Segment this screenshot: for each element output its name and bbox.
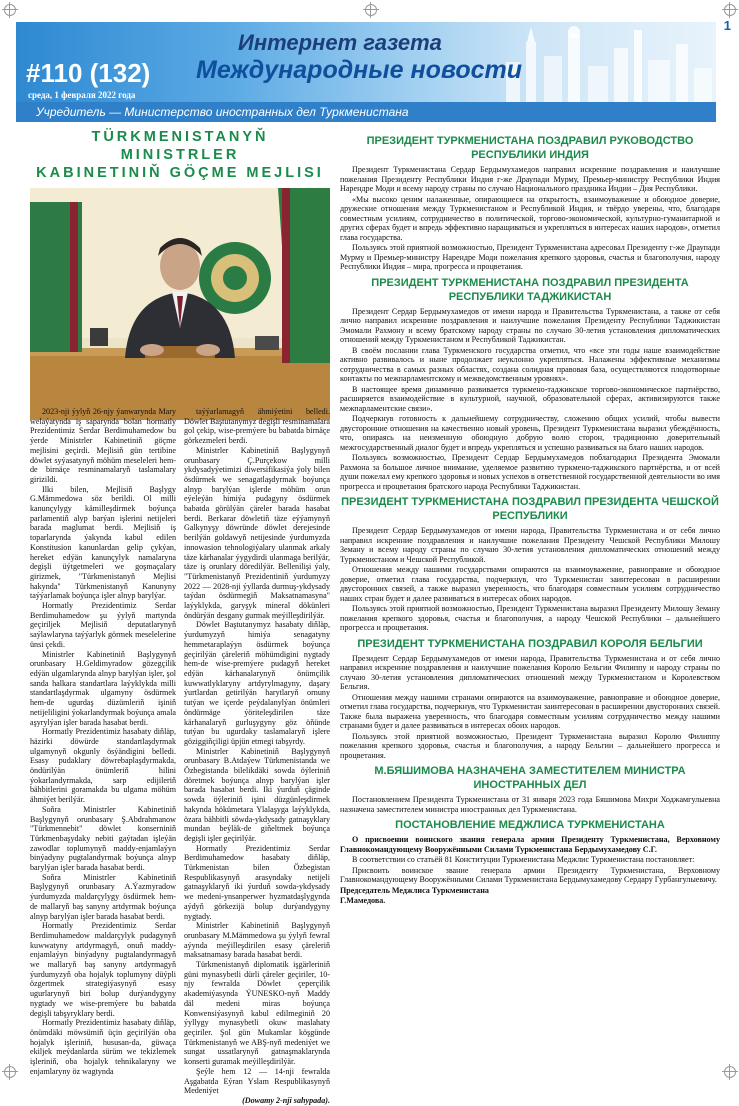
issue-date: среда, 1 февраля 2022 года <box>28 90 136 100</box>
paragraph: Soňra Ministrler Kabinetiniň Başlygynyň orunbasary A.Ýazmyradow ýurdumyzda maldarçylygy ösdürmek hem-de mallaryň baş sanyny artdyrmak boýunça alnyp barylýan işler barada hasabat berdi. <box>30 872 176 921</box>
paragraph: Президент Туркменистана Сердар Бердымухамедов направил искренние поздравления и наилучшие пожелания Президенту Республики Индия г-же Драупади Мурму, Премьер-министру Республики Индия Нарендре Моди и всему народу страны по случаю Национального праздника Индии – Дня Республики. <box>340 165 720 193</box>
article-appointment: Постановлением Президента Туркменистана от 31 января 2023 года Бяшимова Михри Ходжамгулыевна назначена заместителем министра иностранных дел Туркменистана. <box>340 795 720 814</box>
issue-number: #110 (132) <box>26 58 151 88</box>
paragraph: Ministrler Kabinetiniň Başlygynyň orunbasary B.Atdaýew Türkmenistanda we Özbegistanda bilelikdäki sowda öýleriniň döretmek boýunça alnyp barylýan işler barada hasabat berdi. Iki ýurduň çäginde sowda öýleriniň işini düzgünleşdirmek hakynda hökümetara Ylalaşyga laýyklykda, özara bähbitli söwda-ykdysady gatnaşyklary mundan beýläk-de giňeltmek boýunça degişli işler geçirilýär. <box>184 746 330 843</box>
left-article <box>30 128 330 420</box>
article-tajikistan <box>340 307 720 492</box>
registration-mark-icon <box>365 4 377 16</box>
paragraph: «Мы высоко ценим налаженные, опирающиеся на открытость, взаимоуважение и обоюдное доверие, дружеские отношения между Туркменистаном и Республикой Индия, и твёрдо уверены, что, благодаря совместным усилиям, сотрудничество в политической, торгово-экономической, культурно-гуманитарной и других сферах будет и впредь эффективно наращиваться и укрепляться в интересах наших народов», отметил глава государства. <box>340 194 720 242</box>
founder-line: Учредитель — Министерство иностранных дел Туркменистана <box>36 105 409 119</box>
paragraph: В настоящее время динамично развивается туркмено-таджикское торгово-экономическое партнёрство, расширяется взаимодействие в культурной, научной, образовательной сферах, активизируются также межпарламентские связи». <box>340 384 720 413</box>
paragraph: Отношения между нашими странами опираются на взаимоуважение, равноправие и обоюдное доверие, отметил глава государства, подчеркнув, что Туркменистан заинтересован в расширении двусторонних связей. Также была выражена уверенность, что благодаря совместным усилиям сотрудничество между нашими странами будет и далее развиваться в интересах обоих народов. <box>340 692 720 730</box>
paragraph: Döwlet Baştutanymyz hasabaty diňläp, ýurdumyzyň himiýa senagatyny hemmetaraplaýyn ösdürmek boýunça geçirilýän çäreleriň möhümdigini nygtady hem-de wise-premýere pudagyň hereket edýän kärhanalarynyň önümçilik kuwwatlyklaryny artdyrylmagyny, daşary ýurtlardan getirilýän harytlaryň ornuny tutýan we içerde peýdalanylýan önümleri öndürmäge ýöriteleşdirilen täze kärhanalaryň gurluşygyny göz öňünde tutýan bu ugurdaky taslamalaryň işlere göziggiňçiligi üpjün etmegi tabşyrdy. <box>184 620 330 746</box>
registration-mark-icon <box>724 1066 736 1078</box>
registration-mark-icon <box>4 1066 16 1078</box>
paragraph: Ministrler Kabinetiniň Başlygynyň orunbasary H.Geldimyradow gözegçilik edýän ulgamlarynda alnyp barylýan işler, şol sanda halkara standartlara laýyklykda milli standartlaşdyrmak ulgamyny ösdürmek hem-de ugurdaş düzümleriň işiniň netijeliligini ýokarlandyrmak boýunça amala aşyrylýan işler barada hasabat berdi. <box>30 649 176 727</box>
article-czech <box>340 526 720 633</box>
paragraph: Подчеркнув готовность к дальнейшему сотрудничеству, сложению общих усилий, чтобы вывести двусторонние отношения на качественно новый уровень, Президент Туркменистана выразил убеждённость, что, опираясь на неизменную обоюдную добрую волю сторон, традиционно доверительный межгосударственный диалог будет и впредь укрепляться и успешно развиваться на благо наших народов. <box>340 414 720 452</box>
president-portrait-image <box>30 188 330 420</box>
paragraph: Ilki bilen, Mejlisiň Başlygy G.Mämmedowa söz berildi. Ol milli kanunçylygy kämilleşdirmek boýunça parlamentiň alyp barýan işlerini netijeleri barada maglumat berdi. Mejlisiň iş toparlarynda ýakynda kabul edilen Konstitusion kanunlardan gelip çykýan, hereket edýän kanunçylyk namalaryna degişli üýtgetmeleri we goşmaçalary girizmek, "Türkmenistanyň Mejlisi hakynda" Türkmenistanyň Kanunyny taýýarlamak boýunça işler alnyp barylýar. <box>30 484 176 601</box>
mejlis-signer-name: Г.Мамедова. <box>340 896 386 905</box>
registration-mark-icon <box>724 4 736 16</box>
headline-appointment: М.БЯШИМОВА НАЗНАЧЕНА ЗАМЕСТИТЕЛЕМ МИНИСТРА ИНОСТРАННЫХ ДЕЛ <box>374 765 686 791</box>
paragraph: Türkmenistanyň diplomatik işgärleriniň güni mynasybetli dürli çäreler geçiriler, 10-njy fewralda Döwlet çeperçilik akademiýasynda ÝUNESKO-nyň Maddy däl medeni miras boýunça Konwensiýasynyň kabul edilmeginiň 20 ýyllygy mynasybetli okuw maslahaty geçiriler. Şol gün Mukamlar köşgünde Türkmenistanyň we ABŞ-nyň medeniýet we sungat ussatlarynyň gatnaşmaklarynda konserti guramak meýilleşdirilýär. <box>184 960 330 1067</box>
paragraph: Hormatly Prezidentimiz Serdar Berdimuhamedow şu ýylyň martynda geçiriljek Mejlisiň deputatlarynyň saýlawlaryna taýýarlyk görmek meselelerine ünsi çekdi. <box>30 601 176 649</box>
left-column-1 <box>30 407 176 1077</box>
article-mejlis <box>340 855 720 885</box>
paragraph: 2023-nji ýylyň 26-njy ýanwarynda Mary welaýatynda iş saparynda bolan hormatly Prezidentimiz Serdar Berdimuhamedow bu ýerde Ministrler Kabinetiniň göçme mejlisini geçirdi. Mejlisiň gün tertibine döwlet syýasatynyň möhüm meseleleri hem-de birnäçe resminamalaryň taslamalary girizildi. <box>30 407 176 484</box>
headline-mejlis: ПОСТАНОВЛЕНИЕ МЕДЖЛИСА ТУРКМЕНИСТАНА <box>395 819 665 831</box>
mejlis-subhead: О присвоении воинского звания генерала армии Президенту Туркменистана, Верховному Главнокомандующему Вооружёнными Силами Туркменистана Бердымухамедову С.Г. <box>340 835 720 854</box>
paragraph: Президент Сердар Бердымухамедов от имени народа, Правительства Туркменистана и от себя лично направил искренние поздравления и наилучшие пожелания Президенту Чешской Республики Милошу Земану и всему народу страны по случаю 30-летия установления дипломатических отношений между Туркменистаном и Чешской Республикой. <box>340 526 720 564</box>
left-column-2 <box>184 407 330 1106</box>
paragraph: taýýarlamagyň ähmiýetini belledi. Döwlet Baştutanymyz degişli resminamalara gol çekip, wise-premýere bu babatda birnäçe görkezmeleri berdi. <box>184 407 330 446</box>
article-heading-turkmen: TÜRKMENISTANYŇ MINISTRLER KABINETINIŇ GÖÇME MEJLISI <box>36 129 324 181</box>
headline-belgium: ПРЕЗИДЕНТ ТУРКМЕНИСТАНА ПОЗДРАВИЛ КОРОЛЯ БЕЛЬГИИ <box>357 637 703 650</box>
paragraph: В своём послании глава Туркменского государства отметил, что «все эти годы наше взаимодействие активно развивалось и ныне продолжает неуклонно укрепляться. Налажены эффективные механизмы сотрудничества в самых разных областях, создана солидная правовая база, осуществляются плодотворные контакты по межпарламентскому и межведомственным уровнях». <box>340 345 720 383</box>
paragraph: Пользуясь этой приятной возможностью, Президент Туркменистана выразил Президенту Милошу Земану пожелания крепкого здоровья, счастья и благополучия, а народу Чешской Республики – дальнейшего прогресса и процветания. <box>340 604 720 632</box>
city-skyline-icon <box>496 22 716 102</box>
article-belgium <box>340 654 720 761</box>
paragraph: Пользуясь этой приятной возможностью, Президент Туркменистана адресовал Президенту г-же Драупади Мурму и Премьер-министру Нарендре Моди пожелания крепкого здоровья, счастья и благополучия, народу Республики Индия – мира, прогресса и процветания. <box>340 243 720 271</box>
newspaper-title-line1: Интернет газета <box>238 30 442 55</box>
registration-mark-icon <box>4 4 16 16</box>
paragraph: Şeýle hem 12 — 14-nji fewralda Aşgabatda Eýran Yslam Respublikasynyň Medeniýet <box>184 1066 330 1096</box>
paragraph: Пользуясь этой приятной возможностью, Президент Туркменистана выразил Королю Филиппу пожелания крепкого здоровья, счастья и благополучия, а народу Бельгии – дальнейшего прогресса и процветания. <box>340 731 720 760</box>
paragraph: Ministrler Kabinetiniň Başlygynyň orunbasary Ç.Purçekow milli ykdysadyýetimizi diwersifikasiýa ýoly bilen ösdürmek we senagatlaşdyrmak boýunça alnyp barylýan işlerde möhüm orun eýeleýän himiýa pudagyny ösdürmek babatda görülýän çäreler barada hasabat berdi. Berkarar döwletiň täze eýýamynyň Galkynyşy döwründe döwlet derejesinde berilýän goldawyň netijesinde ýurdumyzda innowasion tehnologiýalary ulanmak arkaly täze kärhanalar ýygydirdi ulanmaga berilýär, täze iş orunlary döredilýär. Bellenilişi ýaly, "Türkmenistanyň Prezidentiniň ýurdumyzy 2022 — 2028-nji ýyllarda durmuş-ykdysady taýdan ösdürmegiň Maksatnamasyna" laýyklykda, garyşyk mineral dökünleri öndürýän desgany gurmak meýilleşdirilýär. <box>184 445 330 620</box>
paragraph: Пользуясь возможностью, Президент Сердар Бердымухамедов поблагодарил Президента Эмомали Рахмона за большое личное внимание, уделяемое развитию туркмено-таджикского партнёрства, и от всей души пожелал ему крепкого здоровья и новых успехов в ответственной государственной деятельности во имя прогресса и процветания братского народа Республики Таджикистан. <box>340 453 720 491</box>
meeting-photo <box>30 188 330 420</box>
paragraph: Президент Сердар Бердымухамедов от имени народа, Правительства Туркменистана и от себя лично направил искренние поздравления и наилучшие пожелания Королю Бельгии Филиппу и народу страны по случаю 30-летия установления дипломатических отношений между Туркменистаном и Королевством Бельгия. <box>340 653 720 691</box>
headline-india: ПРЕЗИДЕНТ ТУРКМЕНИСТАНА ПОЗДРАВИЛ РУКОВОДСТВО РЕСПУБЛИКИ ИНДИЯ <box>366 135 694 161</box>
headline-tajikistan: ПРЕЗИДЕНТ ТУРКМЕНИСТАНА ПОЗДРАВИЛ ПРЕЗИДЕНТА РЕСПУБЛИКИ ТАДЖИКИСТАН <box>371 276 689 303</box>
paragraph: Ministrler Kabinetiniň Başlygynyň orunbasary M.Mämmedowa şu ýylyň fewral aýynda meýilleşdirilen esasy çäreleriň maksatnamasy barada hasabat berdi. <box>184 921 330 960</box>
masthead <box>16 22 716 122</box>
paragraph: Hormatly Prezidentimiz Serdar Berdimuhamedow maldarçylyk pudagynyň kuwwatyny artdyrmagyň, onuň maddy-enjamlaýyn binýadyny pugtalandyrmagyň we mallaryň baş sanyny artdyrmagyň ýurdumyzyň oba hojalyk toplumyny düýpli özgertmek strategiýasynyň esasy ugurlarynyň biri bolup durýandygyny nygtady we wise-premýere bu babatda degişli tabşyryklary berdi. <box>30 921 176 1018</box>
page-number: 1 <box>723 18 731 33</box>
article-india <box>340 165 720 272</box>
continued-note: (Dowamy 2-nji sahypada). <box>242 1095 330 1105</box>
paragraph: Президент Сердар Бердымухамедов от имени народа и Правительства Туркменистана, а также от себя лично направил искренние поздравления и наилучшие пожелания Президенту Республики Таджикистан Эмомали Рахмону и всему братскому народу страны по случаю 30-летия установления дипломатических отношений между Туркменистаном и Республикой Таджикистан. <box>340 306 720 344</box>
paragraph: Hormatly Prezidentimiz hasabaty diňläp, häzirki döwürde standartlaşdyrmak ulgamynyň okgunly ösýändigini belledi. Esasy pudaklary döwrebaplaşdyrmakda, öndürilýän önümleriň hilini ýokarlandyrmakda, sarp edijileriň bähbitlerini goramakda bu ulgama möhüm ähmiýet berilýär. <box>30 727 176 805</box>
right-column <box>340 130 720 907</box>
paragraph: Hormatly Prezidentimiz hasabaty diňläp, önümdäki möwsümiň üçin geçirilýän oba hojalyk işleriniň, hususan-da, güwaça ekiljek meýdanlarda sürüm we tekizlemek işleriniň, oba hojalyk tehnikalaryny we enjamlaryny öz wagtynda <box>30 1018 176 1076</box>
paragraph: Присвоить воинское звание генерала армии Президенту Туркменистана, Верховному Главнокомандующему Вооружёнными Силами Туркменистана Бердымухамедову Сердару Гурбангулыевичу. <box>340 865 720 884</box>
newspaper-title-line2: Международные новости <box>196 56 522 84</box>
headline-czech: ПРЕЗИДЕНТ ТУРКМЕНИСТАНА ПОЗДРАВИЛ ПРЕЗИДЕНТА ЧЕШСКОЙ РЕСПУБЛИКИ <box>341 496 719 522</box>
paragraph: В соответствии со статьёй 81 Конституции Туркменистана Меджлис Туркменистана постановляет: <box>352 855 695 864</box>
paragraph: Отношения между нашими государствами опираются на взаимоуважение, равноправие и обоюдное доверие, отметил глава государства, подчеркнув, что Туркменистан заинтересован в расширении двусторонних связей, а также выразил уверенность, что благодаря совместным усилиям сотрудничество наших стран будет и далее развиваться в интересах обоих народов. <box>340 565 720 603</box>
mejlis-signer-title: Председатель Меджлиса Туркменистана <box>340 885 489 895</box>
paragraph: Hormatly Prezidentimiz Serdar Berdimuhamedow hasabaty diňläp, Türkmenistan bilen Özbegistan Respublikasynyň arasyndaky netijeli gatnaşyklaryň iki ýurduň sowda-ykdysady we medeni-ynsanperwer hyzmatdaşlygynda aýdyň görkezijä bolup durýandygyny nygtady. <box>184 843 330 921</box>
paragraph: Soňra Ministrler Kabinetiniň Başlygynyň orunbasary Ş.Abdrahmanow "Türkmennebit" döwlet konserniniň Türkmenbaşydaky nebiti gaýtadan işleýän zawodlar toplumynyň maddy-enjamlaýyn binýadyny pugtalandyrmak boýunça alnyp barylýan işler barada hasabat berdi. <box>30 804 176 873</box>
